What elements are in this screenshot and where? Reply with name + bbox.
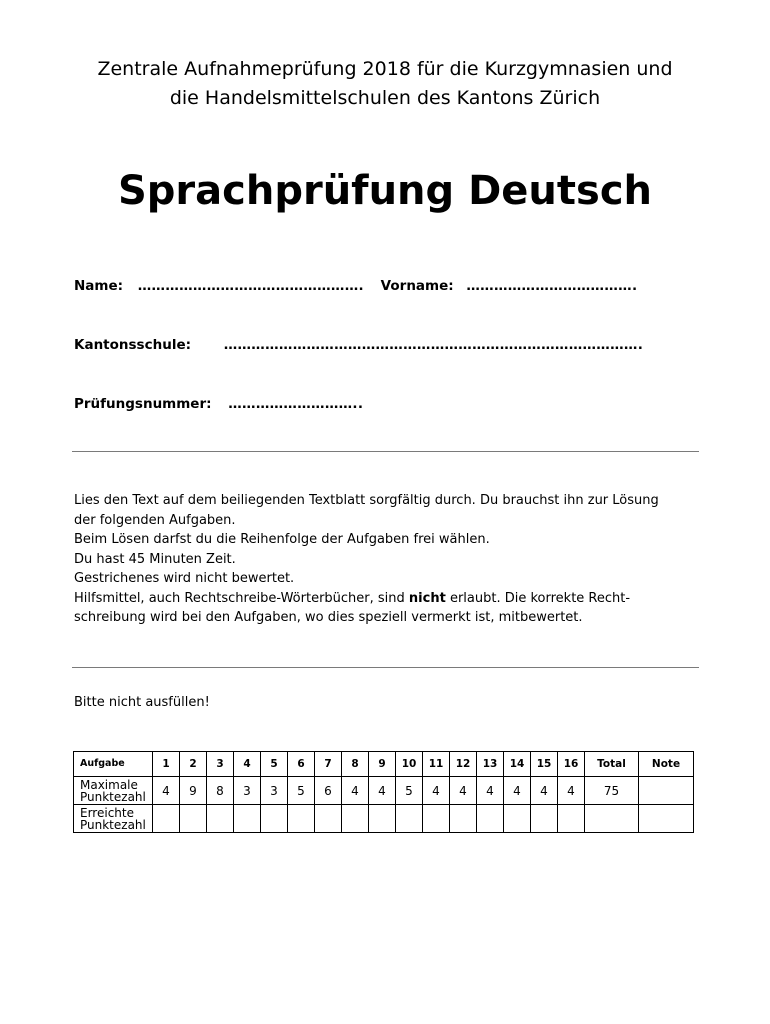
instruction-line: Lies den Text auf dem beiliegenden Textblatt sorgfältig durch. Du brauchst ihn zur Lösung — [74, 493, 659, 508]
task-number-cell: 16 — [558, 752, 585, 777]
instruction-text: erlaubt. Die korrekte Recht- — [445, 590, 631, 606]
max-points-cell: 3 — [261, 777, 288, 805]
school-field[interactable]: ………………………………………………………………………………. — [223, 337, 644, 353]
exam-number-row — [74, 396, 363, 412]
divider — [72, 451, 699, 452]
score-table — [73, 751, 694, 833]
instruction-line — [74, 589, 674, 609]
task-number-cell: 8 — [342, 752, 369, 777]
task-number-cell: 5 — [261, 752, 288, 777]
grade-cell — [639, 777, 694, 805]
achieved-points-cell[interactable] — [504, 805, 531, 833]
achieved-points-label-line: Punktezahl — [80, 817, 146, 832]
achieved-points-cell[interactable] — [531, 805, 558, 833]
grade-header-cell: Note — [639, 752, 694, 777]
max-points-cell: 4 — [504, 777, 531, 805]
max-points-cell: 5 — [396, 777, 423, 805]
task-number-cell: 4 — [234, 752, 261, 777]
max-total-cell: 75 — [585, 777, 639, 805]
task-number-cell: 11 — [423, 752, 450, 777]
header-line-2: die Handelsmittelschulen des Kantons Zürich — [169, 87, 601, 109]
achieved-points-cell[interactable] — [288, 805, 315, 833]
max-points-cell: 5 — [288, 777, 315, 805]
achieved-points-label — [74, 805, 153, 833]
max-points-cell: 4 — [450, 777, 477, 805]
max-points-cell: 4 — [342, 777, 369, 805]
max-points-label-line: Punktezahl — [80, 789, 146, 804]
task-number-cell: 14 — [504, 752, 531, 777]
instruction-text: Hilfsmittel, auch Rechtschreibe-Wörterbücher, sind — [74, 590, 409, 606]
task-number-cell: 10 — [396, 752, 423, 777]
instruction-line: der folgenden Aufgaben. — [74, 512, 236, 528]
name-label: Name: — [74, 278, 124, 294]
instruction-line: Du hast 45 Minuten Zeit. — [74, 551, 236, 567]
task-number-cell: 12 — [450, 752, 477, 777]
max-points-cell: 4 — [369, 777, 396, 805]
task-number-cell: 1 — [153, 752, 180, 777]
task-number-cell: 13 — [477, 752, 504, 777]
achieved-points-cell[interactable] — [234, 805, 261, 833]
achieved-points-cell[interactable] — [450, 805, 477, 833]
achieved-points-cell[interactable] — [369, 805, 396, 833]
max-points-cell: 3 — [234, 777, 261, 805]
do-not-fill-note: Bitte nicht ausfüllen! — [74, 695, 210, 710]
max-points-row — [74, 777, 694, 805]
achieved-points-label-line: Erreichte — [80, 805, 134, 820]
school-row — [74, 337, 643, 353]
achieved-points-row — [74, 805, 694, 833]
achieved-points-cell[interactable] — [207, 805, 234, 833]
achieved-points-cell[interactable] — [396, 805, 423, 833]
achieved-points-cell[interactable] — [342, 805, 369, 833]
max-points-cell: 4 — [153, 777, 180, 805]
instructions — [74, 491, 674, 628]
achieved-points-cell[interactable] — [180, 805, 207, 833]
header-line-1: Zentrale Aufnahmeprüfung 2018 für die Kurzgymnasien und — [97, 58, 673, 80]
vorname-field[interactable]: ………………………………. — [466, 278, 638, 294]
max-points-cell: 4 — [477, 777, 504, 805]
achieved-points-cell[interactable] — [558, 805, 585, 833]
exam-number-label: Prüfungsnummer: — [74, 396, 212, 412]
achieved-points-cell[interactable] — [153, 805, 180, 833]
table-header-row — [74, 752, 694, 777]
achieved-points-cell[interactable] — [423, 805, 450, 833]
max-points-cell: 6 — [315, 777, 342, 805]
max-points-cell: 8 — [207, 777, 234, 805]
total-header-cell: Total — [585, 752, 639, 777]
max-points-label — [74, 777, 153, 805]
max-points-cell: 4 — [423, 777, 450, 805]
instruction-line: Gestrichenes wird nicht bewertet. — [74, 571, 295, 586]
max-points-cell: 9 — [180, 777, 207, 805]
divider — [72, 667, 699, 668]
max-points-cell: 4 — [558, 777, 585, 805]
task-number-cell: 2 — [180, 752, 207, 777]
instruction-line: Beim Lösen darfst du die Reihenfolge der Aufgaben frei wählen. — [74, 532, 490, 547]
max-points-label-line: Maximale — [80, 777, 138, 792]
school-label: Kantonsschule: — [74, 337, 191, 353]
task-header-cell: Aufgabe — [74, 752, 153, 777]
max-points-cell: 4 — [531, 777, 558, 805]
task-number-cell: 9 — [369, 752, 396, 777]
exam-header — [40, 55, 730, 113]
task-number-cell: 3 — [207, 752, 234, 777]
name-row — [74, 278, 637, 294]
page-title: Sprachprüfung Deutsch — [117, 168, 653, 214]
achieved-points-cell[interactable] — [261, 805, 288, 833]
vorname-label: Vorname: — [380, 278, 454, 294]
task-number-cell: 7 — [315, 752, 342, 777]
instruction-emphasis: nicht — [408, 590, 446, 606]
exam-number-field[interactable]: ……………………….. — [228, 396, 364, 412]
task-number-cell: 6 — [288, 752, 315, 777]
instruction-line: schreibung wird bei den Aufgaben, wo dies speziell vermerkt ist, mitbewertet. — [74, 610, 583, 625]
task-number-cell: 15 — [531, 752, 558, 777]
achieved-total-cell[interactable] — [585, 805, 639, 833]
achieved-points-cell[interactable] — [477, 805, 504, 833]
achieved-points-cell[interactable] — [315, 805, 342, 833]
name-field[interactable]: …………………………………………. — [137, 278, 364, 294]
achieved-grade-cell[interactable] — [639, 805, 694, 833]
